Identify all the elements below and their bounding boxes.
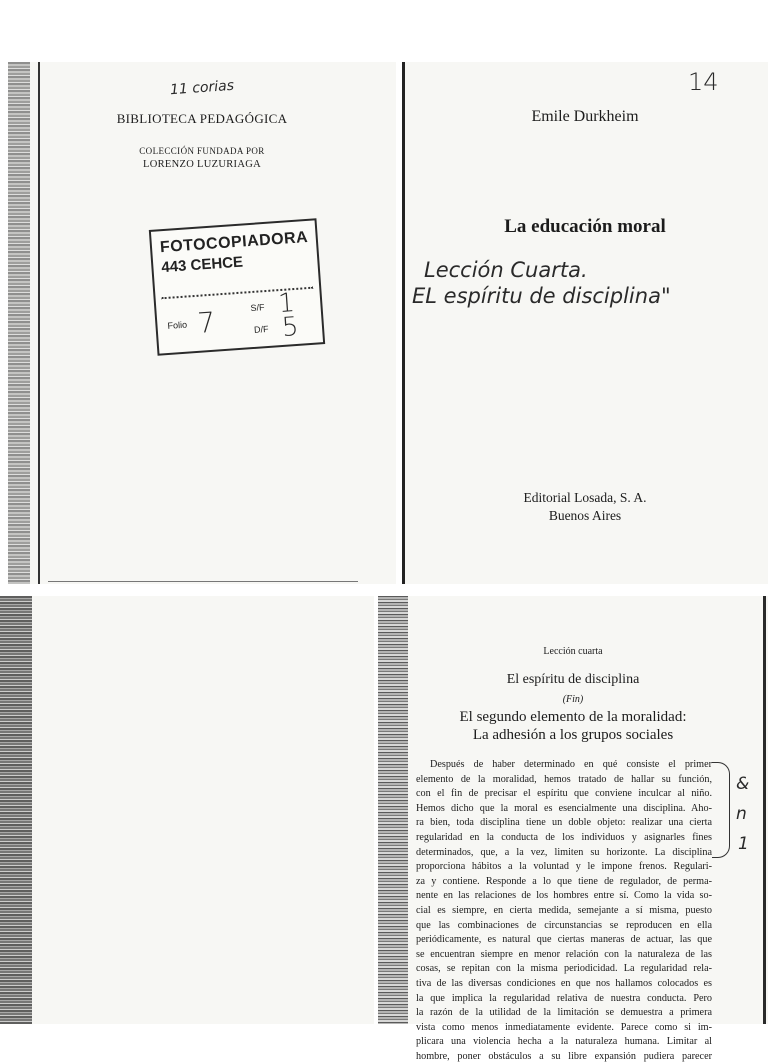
body-line: determinados, que, a la vez, limiten su horizonte. La disciplina — [416, 846, 712, 858]
blank-page — [0, 596, 374, 1024]
stamp-sf-value: 1 — [277, 288, 296, 320]
lesson-label: Lección cuarta — [543, 646, 603, 657]
chapter-page — [378, 596, 768, 1062]
handwritten-margin-note: & — [736, 774, 750, 794]
body-line: plicara una violencia hecha a la naturaleza humana. Limitar al — [416, 1036, 712, 1048]
body-line: cosas, se repitan con la misma periodicidad. La regularidad rela- — [416, 963, 712, 975]
body-line: vista como menos inmediatamente evidente. Parece como si im- — [416, 1021, 712, 1033]
photocopy-stamp — [149, 218, 325, 355]
section-title-line-2: La adhesión a los grupos sociales — [472, 727, 674, 743]
stamp-df-value: 5 — [280, 311, 300, 343]
publisher: Editorial Losada, S. A. — [523, 490, 647, 505]
stamp-subtitle: 443 CEHCE — [160, 253, 244, 277]
page-edge-shadow — [8, 62, 30, 584]
stamp-sf-label: S/F — [250, 302, 265, 314]
handwritten-margin-note: n — [736, 804, 747, 824]
chapter-fin-label: (Fin) — [562, 694, 584, 705]
body-line: proporciona hábitos a la voluntad y le impone frenos. Regulari- — [416, 861, 712, 873]
handwritten-chapter-note: EL espíritu de disciplina" — [412, 284, 671, 308]
stamp-folio-value: 7 — [196, 305, 217, 340]
publisher-city: Buenos Aires — [548, 508, 622, 523]
section-title-line-1: El segundo elemento de la moralidad: — [459, 709, 687, 725]
body-line: que las combinaciones de circunstancias se reproducen en ella — [416, 919, 712, 931]
body-line: Hemos dicho que la moral es esencialmente una disciplina. Aho- — [416, 802, 712, 814]
handwritten-margin-bracket — [712, 762, 730, 858]
body-line: nente en las relaciones de los hombres entre sí. Como la vida so- — [416, 890, 712, 902]
body-line: tiva de las diversas condiciones en que nos hallamos colocados es — [416, 977, 712, 989]
stamp-df-label: D/F — [253, 323, 269, 335]
chapter-title: El espíritu de disciplina — [506, 672, 640, 687]
body-line: za y contiene. Responde a lo que tiene de regulador, de perma- — [416, 875, 712, 887]
book-title-page — [402, 62, 768, 584]
handwritten-copies-note: 11 corias — [169, 77, 235, 99]
handwritten-page-number: 14 — [688, 68, 719, 96]
body-text — [416, 758, 712, 1064]
book-title: La educación moral — [504, 216, 666, 237]
body-line: con el fin de precisar el espíritu que conviene inculcar al niño. — [416, 788, 712, 800]
handwritten-margin-note: 1 — [738, 834, 749, 854]
body-line: ra bien, toda disciplina tiene un doble objeto: realizar una cierta — [416, 817, 712, 829]
body-line: la razón de la utilidad de la limitación se demuestra a primera — [416, 1007, 712, 1019]
body-line: periódicamente, es natural que ciertas maneras de actuar, las que — [416, 934, 712, 946]
handwritten-lesson-note: Lección Cuarta. — [424, 258, 588, 282]
series-title: BIBLIOTECA PEDAGÓGICA — [116, 111, 288, 126]
book-page-left-top — [8, 62, 396, 584]
page-edge-shadow — [378, 596, 408, 1024]
body-line: elemento de la moralidad, hemos tratado de hallar su función, — [416, 773, 712, 785]
page-edge-shadow — [0, 596, 32, 1024]
page-edge-line — [38, 62, 40, 584]
body-line: regularidad en la conducta de los individuos y asignarles fines — [416, 831, 712, 843]
stamp-folio-label: Folio — [167, 319, 188, 331]
book-author: Emile Durkheim — [531, 108, 639, 125]
page-edge-line — [763, 596, 766, 1024]
collection-editor: LORENZO LUZURIAGA — [143, 159, 261, 170]
stamp-title: FOTOCOPIADORA — [159, 228, 309, 257]
body-line: hombre, poner obstáculos a su libre expansión pudiera parecer — [416, 1050, 712, 1062]
body-line: se encuentran siempre en menor relación con la naturaleza de las — [416, 948, 712, 960]
body-line: la que implica la regularidad relativa de nuestra conducta. Pero — [416, 992, 712, 1004]
page-bottom-line — [48, 581, 358, 582]
body-line: Después de haber determinado en qué consiste el primer — [430, 759, 712, 770]
body-line: cial es siempre, en cierta medida, semejante a sí misma, puesto — [416, 904, 712, 916]
collection-label: COLECCIÓN FUNDADA POR — [139, 146, 265, 156]
